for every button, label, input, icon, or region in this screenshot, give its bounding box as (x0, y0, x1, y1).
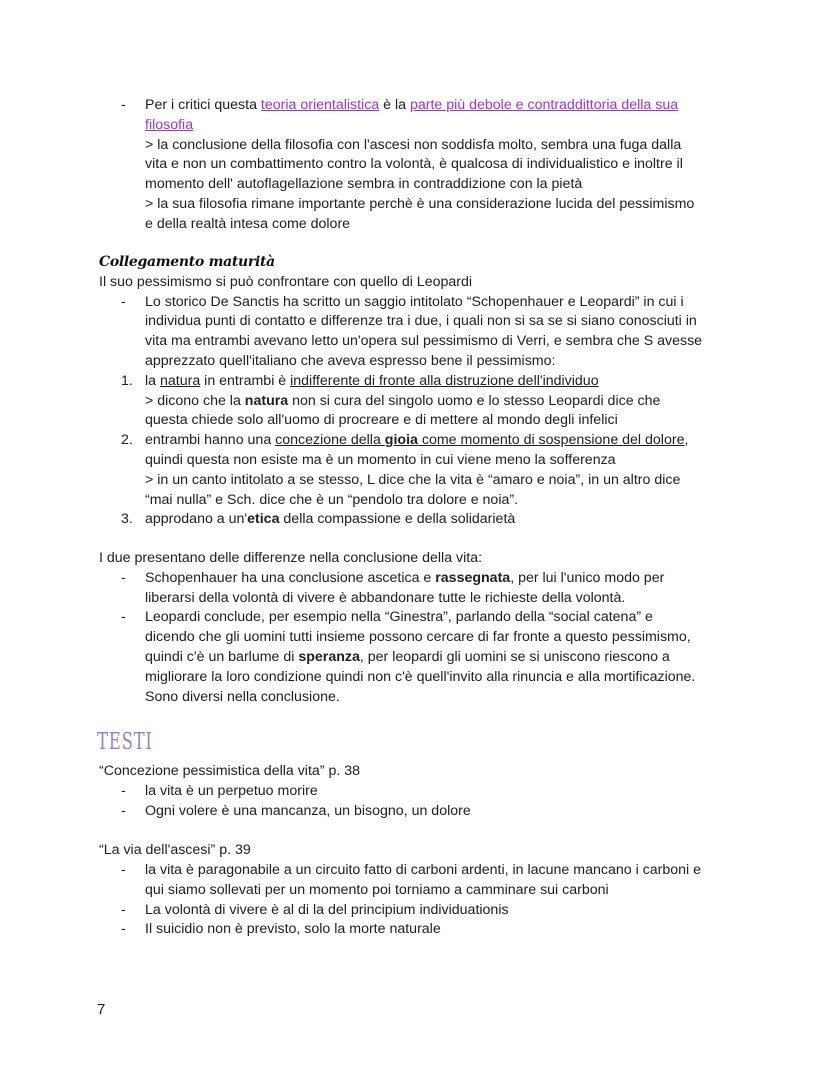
list-item: - La volontà di vivere è al di la del principium individuationis (121, 901, 509, 918)
list-item: - Leopardi conclude, per esempio nella “Ginestra”, parlando della “social catena” e (121, 609, 653, 626)
numbered-item: 2. entrambi hanno una concezione della gioia come momento di sospensione del dolore, (121, 432, 689, 449)
link-filosofia[interactable]: filosofia (145, 116, 194, 133)
list-item: - Ogni volere è una mancanza, un bisogno, un dolore (121, 802, 471, 819)
numbered-item: 3. approdano a un'etica della compassione e della solidarietà (121, 511, 516, 528)
numbered-item: 1. la natura in entrambi è indifferente di fronte alla distruzione dell'individuo (121, 372, 599, 389)
testi-section: “Concezione pessimistica della vita” p. 38 - la vita è un perpetuo morire - Ogni volere è una mancanza, un bisogno, un dolore “La via dell'ascesi” p. 39 - la vita è paragonabile a un circuito fatto di carboni ardenti, in lacune mancano i carboni e qui siamo sollevati per un momento poi torniamo a camminare sui carboni - La volontà di vivere è al di la del principium individuationis - Il suicidio non è previsto, solo la morte naturale (99, 762, 739, 940)
page-number: 7 (97, 1001, 106, 1018)
link-parte-debole[interactable]: parte più debole e contraddittoria della sua (409, 97, 679, 113)
list-item: - Lo storico De Sanctis ha scritto un saggio intitolato “Schopenhauer e Leopardi” in cui i (121, 293, 684, 310)
list-item: - la vita è un perpetuo morire (121, 782, 318, 799)
testi-heading: TESTI (97, 729, 153, 755)
list-item: - Il suicidio non è previsto, solo la morte naturale (121, 921, 441, 938)
link-teoria-orientalistica[interactable]: teoria orientalistica (260, 97, 380, 113)
critics-section: - Per i critici questa teoria orientalistica è la parte più debole e contraddittoria della sua filosofia > la conclusione della filosofia con l'ascesi non soddisfa molto, sembra una fuga dalla vita e non un combattimento contro la volontà, è qualcosa di individualistico e inoltre il momento dell' autoflagellazione sembra in contraddizione con la pietà > la sua filosofia rimane importante perchè è una considerazione lucida del pessimismo e della realtà intesa come dolore (99, 96, 739, 235)
section-heading: Collegamento maturità (99, 254, 275, 270)
collegamento-section: Collegamento maturità Il suo pessimismo si può confrontare con quello di Leopardi - Lo storico De Sanctis ha scritto un saggio intitolato “Schopenhauer e Leopardi” in cui i individua punti di contatto e differenze tra i due, i quali non si sa se si siano conosciuti in vita ma entrambi avevano letto un'opera sul pessimismo di Verri, e sembra che S avesse apprezzato quell'italiano che aveva espresso bene il pessimismo: 1. la natura in entrambi è indifferente di fronte alla distruzione dell'individuo > dicono che la natura non si cura del singolo uomo e lo stesso Leopardi dice che questa chiede solo all'uomo di procreare e di mettere al mondo degli infelici 2. entrambi hanno una concezione della gioia come momento di sospensione del dolore, quindi questa non esiste ma è un momento in cui viene meno la sofferenza > in un canto intitolato a se stesso, L dice che la vita è “amaro e noia”, in un altro dice “mai nulla” e Sch. dice che è un “pendolo tra dolore e noia”. 3. approdano a un'etica della compassione e della solidarietà (99, 253, 739, 530)
list-item: - Schopenhauer ha una conclusione ascetica e rassegnata, per lui l'unico modo per (121, 569, 665, 586)
list-item: - la vita è paragonabile a un circuito fatto di carboni ardenti, in lacune mancano i carboni e (121, 861, 702, 878)
differenze-section: I due presentano delle differenze nella conclusione della vita: - Schopenhauer ha una conclusione ascetica e rassegnata, per lui l'unico modo per liberarsi della volontà di vivere è abbandonare tutte le richieste della volontà. - Leopardi conclude, per esempio nella “Ginestra”, parlando della “social catena” e dicendo che gli uomini tutti insieme possono cercare di far fronte a questo pessimismo, quindi c'è un barlume di speranza, per leopardi gli uomini se si uniscono riescono a migliorare la loro condizione quindi non c'è quell'invito alla rinuncia e alla mortificazione. Sono diversi nella conclusione. (99, 549, 739, 707)
list-item: - Per i critici questa teoria orientalistica è la parte più debole e contraddittoria della sua (121, 97, 679, 113)
